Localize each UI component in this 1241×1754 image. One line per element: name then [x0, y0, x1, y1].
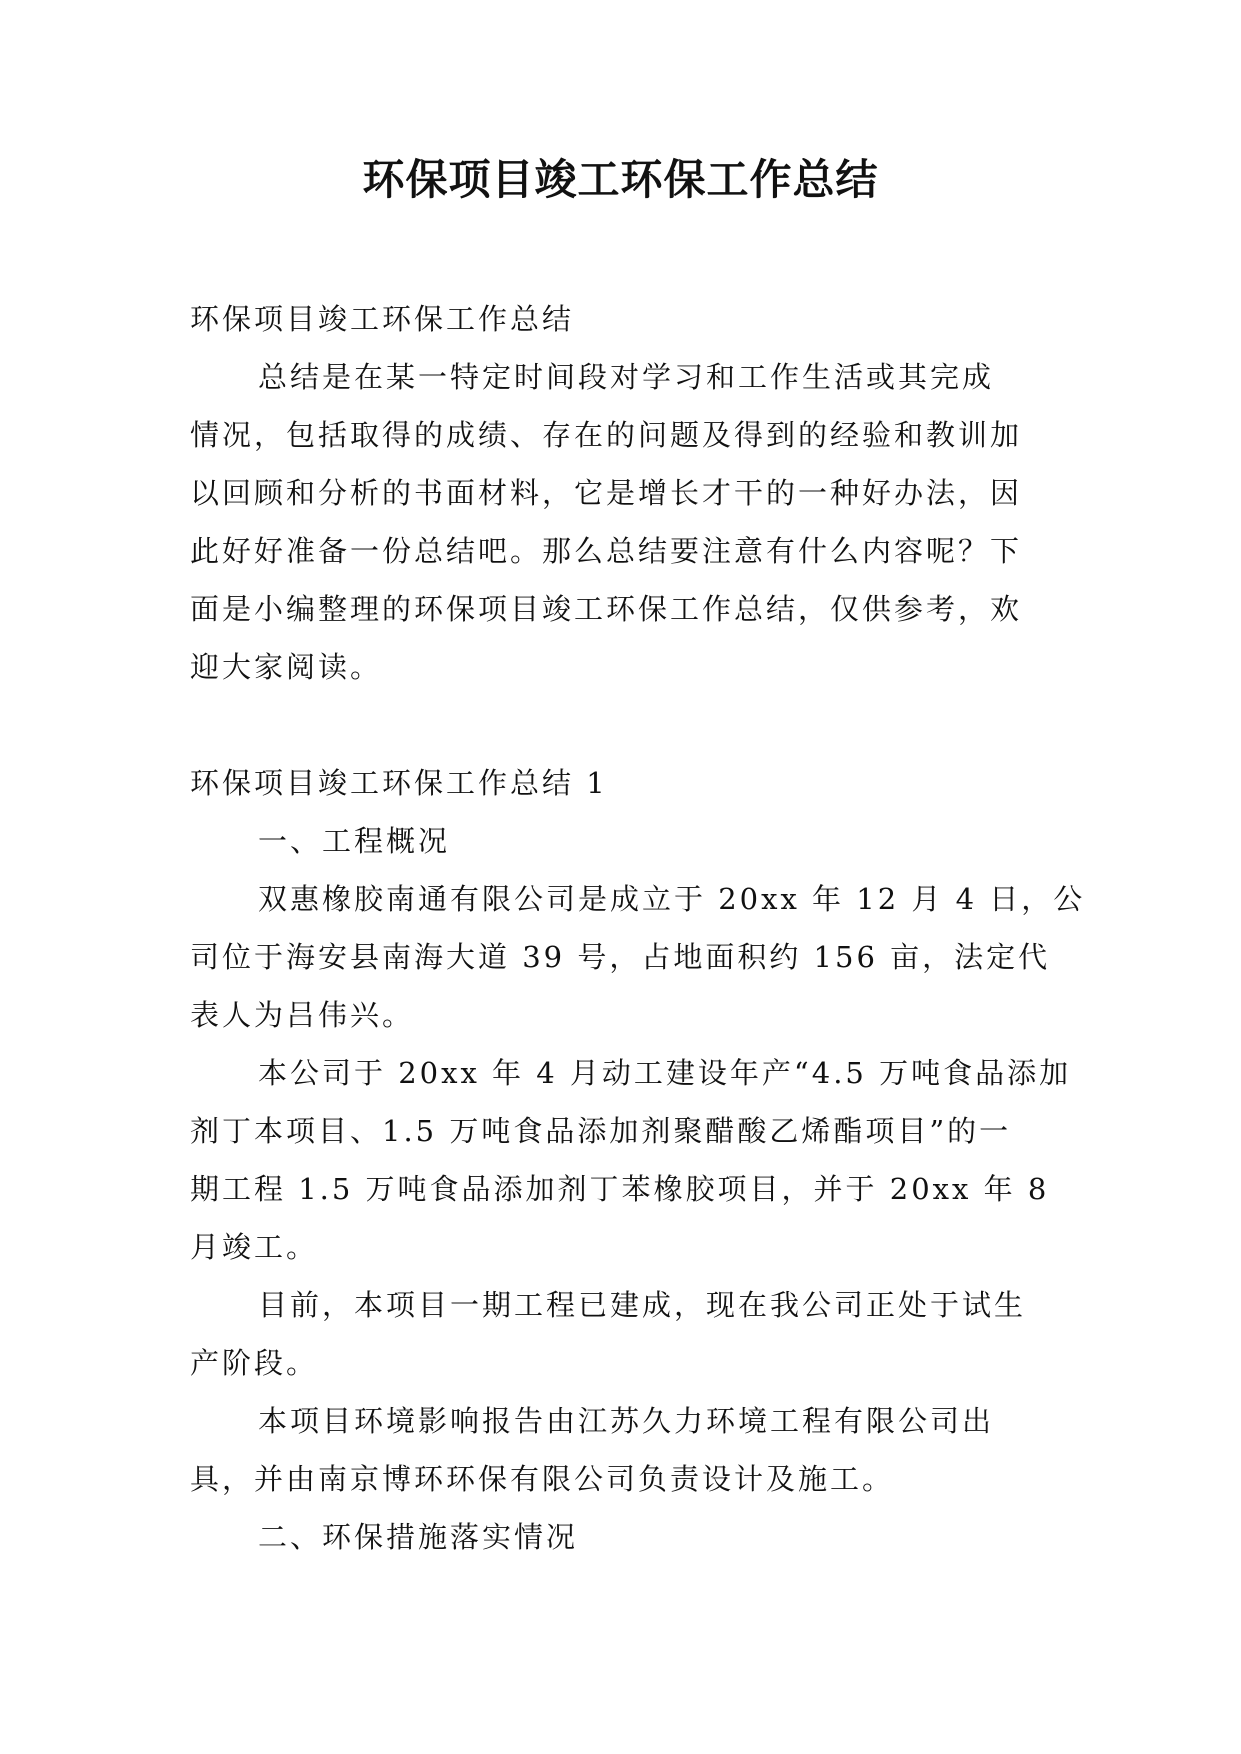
text-line: 目前，本项目一期工程已建成，现在我公司正处于试生 [258, 1288, 1027, 1322]
text-line: 以回顾和分析的书面材料，它是增长才干的一种好办法，因 [190, 476, 1023, 510]
text-line: 司位于海安县南海大道 39 号，占地面积约 156 亩，法定代 [190, 940, 1051, 974]
text-line: 迎大家阅读。 [190, 650, 383, 684]
text-line: 本公司于 20xx 年 4 月动工建设年产“4.5 万吨食品添加 [258, 1056, 1072, 1090]
text-line: 月竣工。 [190, 1230, 319, 1264]
text-line: 二、环保措施落实情况 [258, 1520, 579, 1554]
text-line: 表人为吕伟兴。 [190, 998, 415, 1032]
text-line: 情况，包括取得的成绩、存在的问题及得到的经验和教训加 [190, 418, 1023, 452]
paragraph-spacer [190, 696, 1050, 754]
document-title: 环保项目竣工环保工作总结 [362, 155, 879, 204]
text-line: 面是小编整理的环保项目竣工环保工作总结，仅供参考，欢 [190, 592, 1023, 626]
text-line: 产阶段。 [190, 1346, 319, 1380]
text-line: 双惠橡胶南通有限公司是成立于 20xx 年 12 月 4 日，公 [258, 882, 1086, 916]
text-line: 此好好准备一份总结吧。那么总结要注意有什么内容呢？下 [190, 534, 1023, 568]
text-line: 本项目环境影响报告由江苏久力环境工程有限公司出 [258, 1404, 995, 1438]
text-line: 总结是在某一特定时间段对学习和工作生活或其完成 [258, 360, 995, 394]
text-line: 期工程 1.5 万吨食品添加剂丁苯橡胶项目，并于 20xx 年 8 [190, 1172, 1050, 1206]
text-line: 环保项目竣工环保工作总结 1 [190, 766, 608, 800]
text-line: 一、工程概况 [258, 824, 451, 858]
document-body [190, 290, 1086, 1566]
text-line: 环保项目竣工环保工作总结 [190, 302, 575, 336]
text-line: 具，并由南京博环环保有限公司负责设计及施工。 [190, 1462, 895, 1496]
text-line: 剂丁本项目、1.5 万吨食品添加剂聚醋酸乙烯酯项目”的一 [190, 1114, 1012, 1148]
